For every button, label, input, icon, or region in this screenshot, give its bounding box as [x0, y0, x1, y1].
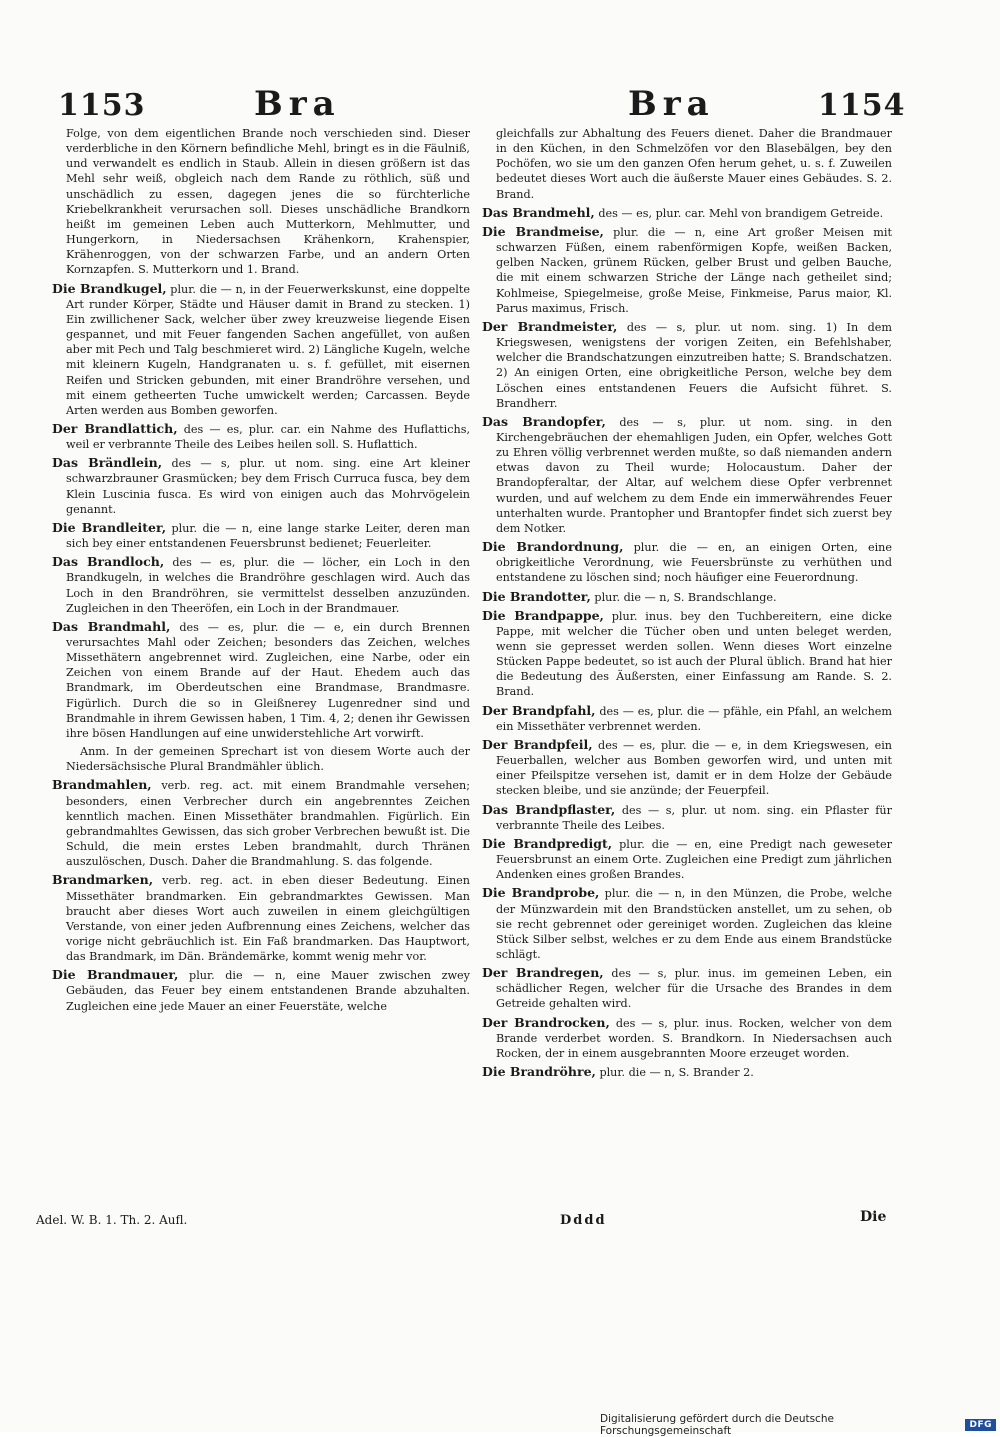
printer-signature-mark: Dddd: [560, 1213, 607, 1228]
dictionary-entry: [482, 703, 892, 734]
entry-headword: Das Brändlein,: [52, 455, 163, 471]
entry-text: plur. die — n, in der Feuerwerkskunst, eine doppelte Art runder Körper, Städte und Häuser damit in Brand zu stecken. 1) Ein zwillichener Sack, welcher über zwey kreuzweise liegende Eisen gespannet, und mit Feuer fangenden Sachen angefüllet, von außen aber mit Pech und Talg beschmieret wird. 2) Längliche Kugeln, welche mit kleinern Kugeln, Handgranaten u. s. f. gefüllet, mit eisernen Reifen und Stricken gebunden, mit einer Brandröhre versehen, und mit einem getheerten Tuche umwickelt werden; Carcassen. Beyde Arten werden aus Bomben geworfen.: [66, 282, 470, 417]
entry-headword: Die Brandpredigt,: [482, 835, 613, 851]
dictionary-entry: [52, 421, 470, 452]
entry-text: plur. die — en, eine Predigt nach geweseter Feuersbrunst an einem Orte. Zugleichen eine Predigt zum jährlichen Andenken eines großen Brandes.: [496, 837, 892, 882]
dictionary-entry: [52, 967, 470, 1013]
entry-headword: Brandmahlen,: [52, 777, 152, 793]
funding-text: Digitalisierung gefördert durch die Deutsche Forschungsgemeinschaft: [600, 1412, 834, 1437]
entry-headword: Die Brandröhre,: [482, 1064, 596, 1080]
entry-text: plur. die — n, eine Mauer zwischen zwey Gebäuden, das Feuer bey einem entstandenen Brande abzuhalten. Zugleichen eine jede Mauer an einer Feuerstäte, welche: [66, 969, 470, 1013]
left-page-number: 1153: [58, 88, 146, 123]
entry-text: des — s, plur. inus. im gemeinen Leben, ein schädlicher Regen, welcher für die Ursache des Brandes in dem Getreide gehalten wird.: [496, 967, 892, 1011]
dictionary-entry: [482, 1064, 892, 1080]
dictionary-entry: [482, 737, 892, 799]
entry-text: plur. inus. bey den Tuchbereitern, eine dicke Pappe, mit welcher die Tücher oben und unten beleget werden, wenn sie gepresset werden sollen. Wenn dieses Wort einzelne Stücken Pappe bedeutet, so ist auch der Plural üblich. Brand hat hier die Bedeutung des Äußersten, einer Einfassung am Rande. S. 2. Brand.: [496, 609, 892, 699]
entry-text: des — s, plur. ut nom. sing. in den Kirchengebräuchen der ehemahligen Juden, ein Opfer, welches Gott zu Ehren völlig verbrennet werden mußte, so daß niemanden andern etwas davon zu Theil wurde; Holocaustum. Daher der Brandopferaltar, der Altar, auf welchem diese Opfer verbrennet wurden, und auf welchem zu dem Ende ein immerwährendes Feuer unterhalten wurde. Prantopher und Brantopfer findet sich zuerst bey dem Notker.: [496, 415, 892, 535]
entry-headword: Brandmarken,: [52, 872, 154, 888]
entry-headword: Das Brandmahl,: [52, 618, 171, 634]
funding-bar: [600, 1412, 1000, 1437]
dfg-logo: DFG: [965, 1419, 996, 1431]
entry-text: des — es, plur. die — e, ein durch Brennen verursachtes Mahl oder Zeichen; besonders das Zeichen, welches Missethätern angebrennet wird. Zugleichen, eine Narbe, oder ein Zeichen von einem Brande auf der Haut. Ehedem auch das Brandmark, im Oberdeutschen eine Brandmase, Brandmasre. Figürlich. Durch die so in Gleißnerey Lugenredner sind und Brandmahle in ihrem Gewissen haben, 1 Tim. 4, 2; denen ihr Gewissen ihre bösen Handlungen auf eine unwiderstehliche Art vorwirft.: [66, 620, 470, 740]
dictionary-entry: [52, 777, 470, 869]
entry-headword: Die Brandpappe,: [482, 607, 604, 623]
dictionary-entry: [482, 414, 892, 536]
dictionary-entry: [482, 965, 892, 1011]
entry-text: des — es, plur. die — pfähle, ein Pfahl, an welchem ein Missethäter verbrennet werden.: [496, 704, 892, 733]
dictionary-entry: [482, 224, 892, 316]
dictionary-entry: [482, 836, 892, 882]
entry-headword: Die Brandmauer,: [52, 967, 179, 983]
left-running-head: Bra: [254, 84, 341, 124]
entry-headword: Die Brandprobe,: [482, 885, 600, 901]
dictionary-entry: [482, 319, 892, 411]
entry-text: des — s, plur. ut nom. sing. 1) In dem Kriegswesen, wenigstens der vorigen Zeiten, ein Befehlshaber, welcher die Brandschatzungen einzutreiben hatte; S. Brandschatzen. 2) An einigen Orten, eine obrigkeitliche Person, welche bey dem Löschen eines entstandenen Feuers die Aufsicht führet. S. Brandherr.: [496, 320, 892, 410]
entry-headword: Das Brandloch,: [52, 554, 165, 570]
entry-text: plur. die — n, in den Münzen, die Probe, welche der Münzwardein mit den Brandstücken anstellet, um zu sehen, ob sie recht gebrennet oder gereiniget worden. Zugleichen das kleine Stück Silber selbst, welches er zu dem Ende aus einem Brandstücke schlägt.: [496, 887, 892, 961]
entry-text: des — s, plur. ut nom. sing. ein Pflaster für verbrannte Theile des Leibes.: [496, 803, 892, 832]
entry-headword: Der Brandpfeil,: [482, 736, 593, 752]
entry-text: des — es, plur. die — e, in dem Kriegswesen, ein Feuerballen, welcher aus Bomben geworfen wird, und unten mit einer Pfeilspitze versehen ist, damit er in dem Holze der Gebäude stecken bleibe, und sie anzünde; der Feuerpfeil.: [496, 738, 892, 798]
right-continuation: gleichfalls zur Abhaltung des Feuers dienet. Daher die Brandmauer in den Küchen, in den Schmelzöfen vor den Blasebälgen, bey den Pochöfen, wo sie um den ganzen Ofen herum gehet, u. s. f. Zuweilen bedeutet dieses Wort auch die äußerste Mauer eines Gebäudes. S. 2. Brand.: [496, 127, 892, 201]
entry-text: des — es, plur. car. Mehl von brandigem Getreide.: [598, 206, 884, 220]
dictionary-entry: [482, 205, 892, 221]
entry-text: plur. die — n, eine lange starke Leiter, deren man sich bey einer entstandenen Feuersbrunst bedienet; Feuerleiter.: [66, 521, 470, 551]
entry-headword: Der Brandmeister,: [482, 318, 618, 334]
entry-text: des — s, plur. ut nom. sing. eine Art kleiner schwarzbrauner Grasmücken; bey dem Frisch Curruca fusca, bey dem Klein Luscinia fusca. Es wird von einigen auch das Mohrvögelein genannt.: [66, 457, 470, 516]
left-continuation: Folge, von dem eigentlichen Brande noch verschieden sind. Dieser verderbliche in den Körnern befindliche Mehl, bringt es in die Fäulniß, und verwandelt es endlich in Staub. Allein in diesen größern ist das Mehl sehr weiß, obgleich nach dem Rande zu röthlich, süß und unschädlich zu essen, dagegen jenes die so fürchterliche Kriebelkrankheit verursachen soll. Dieses unschädliche Brandkorn heißt im gemeinen Leben auch Mutterkorn, Mehlmutter, und Hungerkorn, in Niedersachsen Krähenkorn, Krahenspier, Krähenroggen, von der schwarzen Farbe, und an andern Orten Kornzapfen. S. Mutterkorn und 1. Brand.: [66, 127, 470, 277]
entry-headword: Die Brandordnung,: [482, 539, 624, 555]
dictionary-entry: [52, 554, 470, 616]
dictionary-entry: [482, 539, 892, 585]
dictionary-entry: [482, 608, 892, 700]
annotation-note: Anm. In der gemeinen Sprechart ist von diesem Worte auch der Niedersächsische Plural Brandmähler üblich.: [66, 745, 470, 774]
entry-headword: Die Brandkugel,: [52, 280, 167, 296]
right-page-number: 1154: [818, 88, 906, 123]
right-running-head: Bra: [628, 84, 715, 124]
entry-text: verb. reg. act. mit einem Brandmahle versehen; besonders, einen Verbrecher durch ein angebrenntes Zeichen kenntlich machen. Einen Missethäter brandmahlen. Figürlich. Ein gebrandmahltes Gewissen, das sich grober Verbrechen bewußt ist. Die Schuld, die mein erstes Leben brandmahlt, durch Thränen auszulöschen, Dusch. Daher die Brandmahlung. S. das folgende.: [66, 779, 470, 869]
catchword: Die: [860, 1209, 887, 1225]
entry-headword: Der Brandlattich,: [52, 420, 178, 436]
dictionary-entry: [482, 802, 892, 833]
entry-headword: Die Brandmeise,: [482, 223, 604, 239]
entry-headword: Der Brandregen,: [482, 965, 604, 981]
entry-text: plur. die — en, an einigen Orten, eine obrigkeitliche Verordnung, wie Feuersbrünste zu verhüthen und entstandene zu löschen sind; noch häufiger eine Feuerordnung.: [496, 541, 892, 585]
entry-headword: Der Brandpfahl,: [482, 702, 596, 718]
left-column: [52, 126, 470, 1236]
dictionary-entry: [52, 619, 470, 741]
dictionary-entry: [52, 520, 470, 551]
entry-text: plur. die — n, eine Art großer Meisen mit schwarzen Füßen, einem rabenförmigen Kopfe, weißen Backen, gelben Nacken, grünem Rücken, gelber Brust und gelben Bauche, die mit einem schwarzen Striche der Länge nach getheilet sind; Kohlmeise, Spiegelmeise, große Meise, Finkmeise, Parus maior, Kl. Parus maximus, Frisch.: [496, 225, 892, 315]
entry-text: des — es, plur. die — löcher, ein Loch in den Brandkugeln, in welches die Brandröhre geschlagen wird. Auch das Loch in den Brandröhren, sie vermittelst desselben anzuzünden. Zugleichen in den Theeröfen, ein Loch in der Brandmauer.: [66, 556, 470, 615]
entry-text: plur. die — n, S. Brandschlange.: [594, 590, 777, 604]
entry-headword: Das Brandpflaster,: [482, 801, 616, 817]
entry-headword: Die Brandleiter,: [52, 519, 167, 535]
entry-headword: Der Brandrocken,: [482, 1014, 610, 1030]
entry-headword: Das Brandopfer,: [482, 413, 606, 429]
dictionary-entry: [482, 589, 892, 605]
entry-text: des — s, plur. inus. Rocken, welcher von dem Brande verderbet worden. S. Brandkorn. In Niedersachsen auch Rocken, der in einem ausgebrannten Moore erzeuget worden.: [496, 1016, 892, 1060]
right-column: [482, 126, 892, 1226]
entry-text: verb. reg. act. in eben dieser Bedeutung. Einen Missethäter brandmarken. Ein gebrandmarktes Gewissen. Man braucht aber dieses Wort auch zuweilen in einem gleichgültigen Verstande, von einer jeden Aufbrennung eines Zeichens, welcher das vorige nicht gebräuchlich ist. Ein Faß brandmarken. Das Hauptwort, das Brandmark, im Dän. Brändemärke, kommt wenig mehr vor.: [66, 874, 470, 964]
dictionary-entry: [52, 872, 470, 964]
entry-text: des — es, plur. car. ein Nahme des Huflattichs, weil er verbrannte Theile des Leibes heilen soll. S. Huflattich.: [66, 422, 470, 452]
volume-signature: Adel. W. B. 1. Th. 2. Aufl.: [36, 1213, 188, 1227]
entry-headword: Die Brandotter,: [482, 588, 591, 604]
dictionary-entry: [52, 455, 470, 517]
entry-text: plur. die — n, S. Brander 2.: [599, 1066, 754, 1080]
dictionary-entry: [482, 885, 892, 962]
dictionary-entry: [52, 281, 470, 418]
entry-headword: Das Brandmehl,: [482, 204, 595, 220]
dictionary-entry: [482, 1015, 892, 1061]
